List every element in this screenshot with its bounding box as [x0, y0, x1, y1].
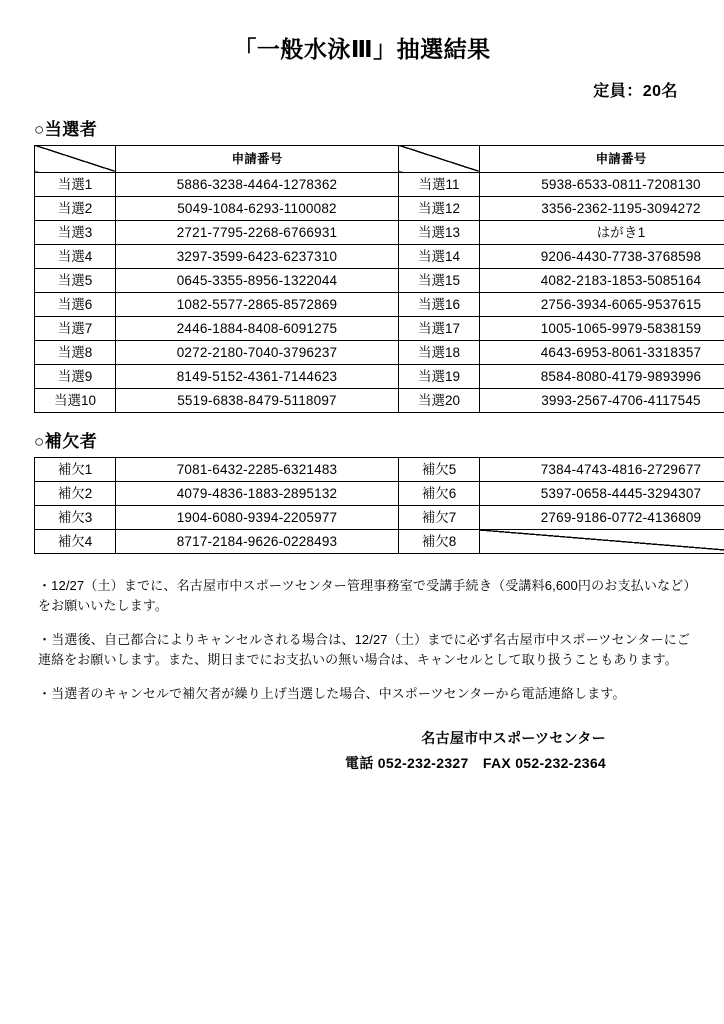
- note-item: ・当選後、自己都合によりキャンセルされる場合は、12/27（土）までに必ず名古屋市中スポーツセンターにご連絡をお願いします。また、期日までにお支払いの無い場合は、キャンセルとして取り扱うこともあります。: [38, 631, 690, 668]
- footer-contact-block: [34, 718, 690, 775]
- winners-right-column-header: 申請番号: [480, 145, 724, 172]
- waitlist-label: 補欠8: [399, 529, 480, 553]
- page-title: 「一般水泳Ⅲ」抽選結果: [233, 36, 491, 62]
- table-row: [35, 364, 724, 388]
- waitlist-label: 補欠4: [35, 529, 116, 553]
- winner-value: 0645-3355-8956-1322044: [116, 268, 399, 292]
- notes-list: [34, 554, 690, 705]
- winner-value: 0272-2180-7040-3796237: [116, 340, 399, 364]
- winner-value: 4643-6953-8061-3318357: [480, 340, 724, 364]
- winner-label: 当選6: [35, 292, 116, 316]
- winner-value: 8149-5152-4361-7144623: [116, 364, 399, 388]
- table-row: [35, 505, 724, 529]
- waitlist-table: [34, 457, 724, 554]
- table-row: [35, 196, 724, 220]
- winner-value: 9206-4430-7738-3768598: [480, 244, 724, 268]
- waitlist-label: 補欠6: [399, 481, 480, 505]
- table-row: [35, 340, 724, 364]
- waitlist-value: 2769-9186-0772-4136809: [480, 505, 724, 529]
- winners-section-heading: ○当選者: [34, 119, 98, 139]
- table-row: [35, 220, 724, 244]
- winner-value: 8584-8080-4179-9893996: [480, 364, 724, 388]
- waitlist-value: 4079-4836-1883-2895132: [116, 481, 399, 505]
- waitlist-label: 補欠2: [35, 481, 116, 505]
- winners-header-row: [35, 145, 724, 172]
- winner-label: 当選9: [35, 364, 116, 388]
- winner-label: 当選19: [399, 364, 480, 388]
- table-row: [35, 388, 724, 412]
- winner-value: 2756-3934-6065-9537615: [480, 292, 724, 316]
- winners-table: [34, 145, 724, 413]
- waitlist-value: 5397-0658-4445-3294307: [480, 481, 724, 505]
- capacity-label: 定員：20名: [593, 82, 678, 100]
- table-row: [35, 244, 724, 268]
- winner-label: 当選16: [399, 292, 480, 316]
- winners-left-corner-diagonal-icon: [35, 145, 116, 172]
- waitlist-label: 補欠1: [35, 457, 116, 481]
- footer-organization: 名古屋市中スポーツセンター: [421, 730, 606, 747]
- winner-label: 当選17: [399, 316, 480, 340]
- note-item: ・当選者のキャンセルで補欠者が繰り上げ当選した場合、中スポーツセンターから電話連絡します。: [38, 686, 626, 702]
- table-row: [35, 268, 724, 292]
- winner-label: 当選3: [35, 220, 116, 244]
- table-row: [35, 172, 724, 196]
- winner-label: 当選7: [35, 316, 116, 340]
- waitlist-value: 1904-6080-9394-2205977: [116, 505, 399, 529]
- table-row: [35, 316, 724, 340]
- winner-value: 2721-7795-2268-6766931: [116, 220, 399, 244]
- winner-label: 当選10: [35, 388, 116, 412]
- winner-value: はがき1: [480, 220, 724, 244]
- winner-value: 3993-2567-4706-4117545: [480, 388, 724, 412]
- winners-right-corner-diagonal-icon: [399, 145, 480, 172]
- waitlist-value: 8717-2184-9626-0228493: [116, 529, 399, 553]
- winner-value: 3297-3599-6423-6237310: [116, 244, 399, 268]
- winner-value: 5519-6838-8479-5118097: [116, 388, 399, 412]
- winner-label: 当選12: [399, 196, 480, 220]
- winner-value: 5938-6533-0811-7208130: [480, 172, 724, 196]
- winner-label: 当選14: [399, 244, 480, 268]
- winner-label: 当選5: [35, 268, 116, 292]
- winner-label: 当選1: [35, 172, 116, 196]
- winner-label: 当選11: [399, 172, 480, 196]
- winner-value: 5049-1084-6293-1100082: [116, 196, 399, 220]
- footer-contact: 電話 052-232-2327 FAX 052-232-2364: [345, 754, 606, 771]
- winner-label: 当選13: [399, 220, 480, 244]
- winner-label: 当選15: [399, 268, 480, 292]
- note-item: ・12/27（土）までに、名古屋市中スポーツセンター管理事務室で受講手続き（受講料6,600円のお支払いなど）をお願いいたします。: [38, 577, 690, 613]
- waitlist-value: 7081-6432-2285-6321483: [116, 457, 399, 481]
- waitlist-section-heading: ○補欠者: [34, 431, 98, 451]
- winners-left-column-header: 申請番号: [116, 145, 399, 172]
- winner-value: 5886-3238-4464-1278362: [116, 172, 399, 196]
- winner-label: 当選4: [35, 244, 116, 268]
- waitlist-label: 補欠3: [35, 505, 116, 529]
- winner-label: 当選18: [399, 340, 480, 364]
- waitlist-empty-value: [480, 529, 724, 553]
- winner-value: 3356-2362-1195-3094272: [480, 196, 724, 220]
- winners-table-body: [35, 145, 724, 412]
- winner-value: 1005-1065-9979-5838159: [480, 316, 724, 340]
- table-row: [35, 457, 724, 481]
- waitlist-value: 7384-4743-4816-2729677: [480, 457, 724, 481]
- waitlist-label: 補欠5: [399, 457, 480, 481]
- winner-value: 1082-5577-2865-8572869: [116, 292, 399, 316]
- table-row: [35, 481, 724, 505]
- winner-value: 2446-1884-8408-6091275: [116, 316, 399, 340]
- diagonal-strike-icon: [480, 530, 724, 553]
- winner-value: 4082-2183-1853-5085164: [480, 268, 724, 292]
- winner-label: 当選20: [399, 388, 480, 412]
- table-row: [35, 292, 724, 316]
- table-row: [35, 529, 724, 553]
- waitlist-table-body: [35, 457, 724, 553]
- waitlist-label: 補欠7: [399, 505, 480, 529]
- winner-label: 当選8: [35, 340, 116, 364]
- winner-label: 当選2: [35, 196, 116, 220]
